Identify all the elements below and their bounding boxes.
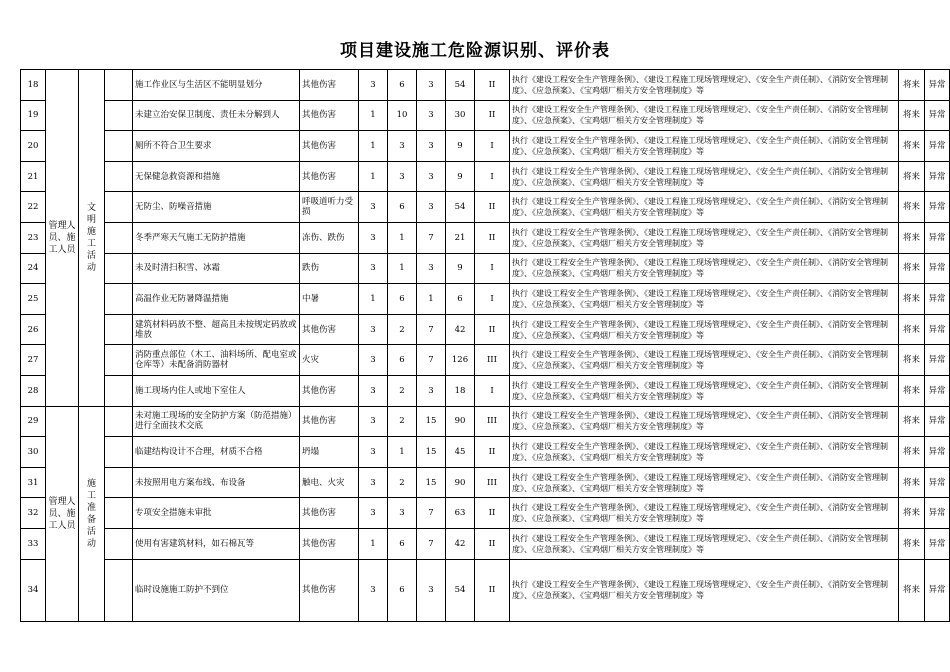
control-measure-cell: 执行《建设工程安全生产管理条例》、《建设工程施工现场管理规定》、《安全生产责任制》、《消防安全管理制度》、《应急预案》、《宝鸡烟厂相关方安全管理制度》等 [510, 284, 899, 315]
risk-level-cell: III [475, 467, 510, 498]
c-value-cell: 15 [417, 437, 446, 468]
activity-cell [79, 406, 105, 621]
control-measure-cell: 执行《建设工程安全生产管理条例》、《建设工程施工现场管理规定》、《安全生产责任制》、《消防安全管理制度》、《应急预案》、《宝鸡烟厂相关方安全管理制度》等 [510, 528, 899, 559]
state-cell: 异常 [925, 192, 950, 223]
activity-char: 准 [86, 502, 96, 513]
control-measure-cell: 执行《建设工程安全生产管理条例》、《建设工程施工现场管理规定》、《安全生产责任制》、《消防安全管理制度》、《应急预案》、《宝鸡烟厂相关方安全管理制度》等 [510, 314, 899, 345]
table-row [21, 70, 950, 101]
table-row [21, 375, 950, 406]
accident-cell: 其他伤害 [300, 498, 359, 529]
l-value-cell: 3 [359, 222, 388, 253]
l-value-cell: 3 [359, 345, 388, 376]
l-value-cell: 3 [359, 437, 388, 468]
hazard-cell: 临建结构设计不合理，材质不合格 [133, 437, 300, 468]
control-measure-cell: 执行《建设工程安全生产管理条例》、《建设工程施工现场管理规定》、《安全生产责任制》、《消防安全管理制度》、《应急预案》、《宝鸡烟厂相关方安全管理制度》等 [510, 437, 899, 468]
c-value-cell: 7 [417, 528, 446, 559]
c-value-cell: 3 [417, 253, 446, 284]
personnel-cell: 管理人员、施工人员 [46, 70, 79, 407]
control-measure-cell: 执行《建设工程安全生产管理条例》、《建设工程施工现场管理规定》、《安全生产责任制》、《消防安全管理制度》、《应急预案》、《宝鸡烟厂相关方安全管理制度》等 [510, 375, 899, 406]
c-value-cell: 3 [417, 192, 446, 223]
state-cell: 异常 [925, 161, 950, 192]
hazard-cell: 未对施工现场的安全防护方案（防范措施）进行全面技术交底 [133, 406, 300, 437]
row-number: 30 [21, 437, 46, 468]
d-value-cell: 6 [446, 284, 475, 315]
c-value-cell: 3 [417, 375, 446, 406]
hazard-cell: 使用有害建筑材料，如石棉瓦等 [133, 528, 300, 559]
control-measure-cell: 执行《建设工程安全生产管理条例》、《建设工程施工现场管理规定》、《安全生产责任制》、《消防安全管理制度》、《应急预案》、《宝鸡烟厂相关方安全管理制度》等 [510, 222, 899, 253]
accident-cell: 火灾 [300, 345, 359, 376]
state-cell: 异常 [925, 314, 950, 345]
blank-cell [105, 70, 133, 101]
control-measure-cell: 执行《建设工程安全生产管理条例》、《建设工程施工现场管理规定》、《安全生产责任制》、《消防安全管理制度》、《应急预案》、《宝鸡烟厂相关方安全管理制度》等 [510, 70, 899, 101]
hazard-cell: 消防重点部位（木工、油料场所、配电室或仓库等）未配备消防器材 [133, 345, 300, 376]
hazard-cell: 未按照用电方案布线、布设备 [133, 467, 300, 498]
c-value-cell: 15 [417, 406, 446, 437]
c-value-cell: 1 [417, 284, 446, 315]
table-row [21, 528, 950, 559]
tense-cell: 将来 [899, 345, 925, 376]
state-cell: 异常 [925, 559, 950, 621]
e-value-cell: 3 [388, 161, 417, 192]
accident-cell: 呼吸道听力受损 [300, 192, 359, 223]
state-cell: 异常 [925, 437, 950, 468]
e-value-cell: 1 [388, 253, 417, 284]
blank-cell [105, 345, 133, 376]
d-value-cell: 9 [446, 253, 475, 284]
e-value-cell: 6 [388, 284, 417, 315]
row-number: 20 [21, 131, 46, 162]
control-measure-cell: 执行《建设工程安全生产管理条例》、《建设工程施工现场管理规定》、《安全生产责任制》、《消防安全管理制度》、《应急预案》、《宝鸡烟厂相关方安全管理制度》等 [510, 100, 899, 131]
hazard-cell: 无保健急救资源和措施 [133, 161, 300, 192]
personnel-cell: 管理人员、施工人员 [46, 406, 79, 621]
state-cell: 异常 [925, 131, 950, 162]
risk-level-cell: I [475, 375, 510, 406]
blank-cell [105, 467, 133, 498]
row-number: 24 [21, 253, 46, 284]
d-value-cell: 63 [446, 498, 475, 529]
table-row [21, 161, 950, 192]
l-value-cell: 3 [359, 70, 388, 101]
activity-char: 施 [86, 478, 96, 489]
row-number: 27 [21, 345, 46, 376]
risk-level-cell: I [475, 284, 510, 315]
blank-cell [105, 131, 133, 162]
accident-cell: 其他伤害 [300, 161, 359, 192]
hazard-cell: 未及时清扫积雪、冰霜 [133, 253, 300, 284]
e-value-cell: 6 [388, 345, 417, 376]
row-number: 32 [21, 498, 46, 529]
activity-char: 文 [86, 202, 96, 213]
risk-level-cell: II [475, 222, 510, 253]
d-value-cell: 30 [446, 100, 475, 131]
hazard-cell: 无防尘、防噪音措施 [133, 192, 300, 223]
hazard-table [20, 69, 950, 622]
table-row [21, 131, 950, 162]
l-value-cell: 1 [359, 284, 388, 315]
row-number: 26 [21, 314, 46, 345]
tense-cell: 将来 [899, 559, 925, 621]
blank-cell [105, 253, 133, 284]
blank-cell [105, 100, 133, 131]
e-value-cell: 2 [388, 375, 417, 406]
l-value-cell: 3 [359, 498, 388, 529]
blank-cell [105, 192, 133, 223]
l-value-cell: 3 [359, 314, 388, 345]
d-value-cell: 21 [446, 222, 475, 253]
e-value-cell: 6 [388, 528, 417, 559]
hazard-cell: 建筑材料码放不整、超高且未按规定码放或堆放 [133, 314, 300, 345]
accident-cell: 其他伤害 [300, 375, 359, 406]
accident-cell: 其他伤害 [300, 131, 359, 162]
c-value-cell: 3 [417, 559, 446, 621]
risk-level-cell: II [475, 437, 510, 468]
table-row [21, 284, 950, 315]
control-measure-cell: 执行《建设工程安全生产管理条例》、《建设工程施工现场管理规定》、《安全生产责任制》、《消防安全管理制度》、《应急预案》、《宝鸡烟厂相关方安全管理制度》等 [510, 467, 899, 498]
accident-cell: 其他伤害 [300, 314, 359, 345]
d-value-cell: 9 [446, 161, 475, 192]
risk-level-cell: II [475, 314, 510, 345]
table-row [21, 406, 950, 437]
l-value-cell: 3 [359, 375, 388, 406]
state-cell: 异常 [925, 375, 950, 406]
tense-cell: 将来 [899, 70, 925, 101]
e-value-cell: 6 [388, 559, 417, 621]
accident-cell: 触电、火灾 [300, 467, 359, 498]
tense-cell: 将来 [899, 253, 925, 284]
risk-level-cell: II [475, 528, 510, 559]
activity-char: 动 [86, 538, 96, 549]
state-cell: 异常 [925, 528, 950, 559]
tense-cell: 将来 [899, 284, 925, 315]
table-row [21, 437, 950, 468]
tense-cell: 将来 [899, 375, 925, 406]
risk-level-cell: II [475, 559, 510, 621]
hazard-cell: 临时设施施工防护不到位 [133, 559, 300, 621]
row-number: 25 [21, 284, 46, 315]
blank-cell [105, 375, 133, 406]
state-cell: 异常 [925, 345, 950, 376]
state-cell: 异常 [925, 253, 950, 284]
c-value-cell: 7 [417, 345, 446, 376]
row-number: 22 [21, 192, 46, 223]
page-title: 项目建设施工危险源识别、评价表 [340, 41, 610, 61]
e-value-cell: 3 [388, 498, 417, 529]
accident-cell: 坍塌 [300, 437, 359, 468]
hazard-cell: 未建立治安保卫制度、责任未分解到人 [133, 100, 300, 131]
e-value-cell: 3 [388, 131, 417, 162]
l-value-cell: 1 [359, 161, 388, 192]
hazard-cell: 专项安全措施未审批 [133, 498, 300, 529]
risk-level-cell: I [475, 253, 510, 284]
accident-cell: 其他伤害 [300, 100, 359, 131]
c-value-cell: 3 [417, 161, 446, 192]
blank-cell [105, 314, 133, 345]
accident-cell: 其他伤害 [300, 406, 359, 437]
tense-cell: 将来 [899, 314, 925, 345]
state-cell: 异常 [925, 70, 950, 101]
risk-level-cell: II [475, 192, 510, 223]
accident-cell: 其他伤害 [300, 70, 359, 101]
tense-cell: 将来 [899, 131, 925, 162]
blank-cell [105, 559, 133, 621]
row-number: 23 [21, 222, 46, 253]
l-value-cell: 3 [359, 467, 388, 498]
e-value-cell: 2 [388, 406, 417, 437]
control-measure-cell: 执行《建设工程安全生产管理条例》、《建设工程施工现场管理规定》、《安全生产责任制》、《消防安全管理制度》、《应急预案》、《宝鸡烟厂相关方安全管理制度》等 [510, 406, 899, 437]
activity-char: 工 [86, 238, 96, 249]
l-value-cell: 3 [359, 253, 388, 284]
tense-cell: 将来 [899, 467, 925, 498]
activity-char: 工 [86, 490, 96, 501]
risk-level-cell: III [475, 406, 510, 437]
state-cell: 异常 [925, 284, 950, 315]
table-row [21, 559, 950, 621]
row-number: 18 [21, 70, 46, 101]
blank-cell [105, 498, 133, 529]
blank-cell [105, 528, 133, 559]
l-value-cell: 1 [359, 100, 388, 131]
table-row [21, 467, 950, 498]
l-value-cell: 1 [359, 528, 388, 559]
d-value-cell: 54 [446, 192, 475, 223]
blank-cell [105, 284, 133, 315]
row-number: 21 [21, 161, 46, 192]
d-value-cell: 90 [446, 467, 475, 498]
blank-cell [105, 161, 133, 192]
d-value-cell: 90 [446, 406, 475, 437]
hazard-cell: 施工作业区与生活区不能明显划分 [133, 70, 300, 101]
e-value-cell: 2 [388, 467, 417, 498]
blank-cell [105, 406, 133, 437]
accident-cell: 其他伤害 [300, 528, 359, 559]
risk-level-cell: III [475, 345, 510, 376]
blank-cell [105, 222, 133, 253]
c-value-cell: 3 [417, 100, 446, 131]
control-measure-cell: 执行《建设工程安全生产管理条例》、《建设工程施工现场管理规定》、《安全生产责任制》、《消防安全管理制度》、《应急预案》、《宝鸡烟厂相关方安全管理制度》等 [510, 161, 899, 192]
row-number: 29 [21, 406, 46, 437]
l-value-cell: 1 [359, 131, 388, 162]
c-value-cell: 15 [417, 467, 446, 498]
row-number: 28 [21, 375, 46, 406]
activity-char: 备 [86, 514, 96, 525]
hazard-cell: 施工现场内住人或地下室住人 [133, 375, 300, 406]
activity-char: 施 [86, 226, 96, 237]
hazard-cell: 冬季严寒天气施工无防护措施 [133, 222, 300, 253]
risk-level-cell: I [475, 161, 510, 192]
risk-level-cell: II [475, 70, 510, 101]
d-value-cell: 42 [446, 314, 475, 345]
state-cell: 异常 [925, 406, 950, 437]
table-body [21, 70, 950, 622]
control-measure-cell: 执行《建设工程安全生产管理条例》、《建设工程施工现场管理规定》、《安全生产责任制》、《消防安全管理制度》、《应急预案》、《宝鸡烟厂相关方安全管理制度》等 [510, 192, 899, 223]
d-value-cell: 54 [446, 559, 475, 621]
table-row [21, 498, 950, 529]
blank-cell [105, 437, 133, 468]
tense-cell: 将来 [899, 100, 925, 131]
c-value-cell: 7 [417, 498, 446, 529]
d-value-cell: 126 [446, 345, 475, 376]
c-value-cell: 3 [417, 70, 446, 101]
row-number: 19 [21, 100, 46, 131]
row-number: 31 [21, 467, 46, 498]
state-cell: 异常 [925, 498, 950, 529]
tense-cell: 将来 [899, 222, 925, 253]
hazard-cell: 厕所不符合卫生要求 [133, 131, 300, 162]
risk-level-cell: II [475, 100, 510, 131]
tense-cell: 将来 [899, 192, 925, 223]
table-row [21, 314, 950, 345]
l-value-cell: 3 [359, 406, 388, 437]
accident-cell: 跌伤 [300, 253, 359, 284]
c-value-cell: 7 [417, 222, 446, 253]
table-row [21, 100, 950, 131]
c-value-cell: 3 [417, 131, 446, 162]
table-row [21, 192, 950, 223]
l-value-cell: 3 [359, 192, 388, 223]
control-measure-cell: 执行《建设工程安全生产管理条例》、《建设工程施工现场管理规定》、《安全生产责任制》、《消防安全管理制度》、《应急预案》、《宝鸡烟厂相关方安全管理制度》等 [510, 253, 899, 284]
control-measure-cell: 执行《建设工程安全生产管理条例》、《建设工程施工现场管理规定》、《安全生产责任制》、《消防安全管理制度》、《应急预案》、《宝鸡烟厂相关方安全管理制度》等 [510, 345, 899, 376]
e-value-cell: 6 [388, 192, 417, 223]
tense-cell: 将来 [899, 498, 925, 529]
hazard-cell: 高温作业无防暑降温措施 [133, 284, 300, 315]
accident-cell: 冻伤、跌伤 [300, 222, 359, 253]
tense-cell: 将来 [899, 406, 925, 437]
c-value-cell: 7 [417, 314, 446, 345]
d-value-cell: 54 [446, 70, 475, 101]
state-cell: 异常 [925, 100, 950, 131]
e-value-cell: 6 [388, 70, 417, 101]
activity-char: 动 [86, 262, 96, 273]
control-measure-cell: 执行《建设工程安全生产管理条例》、《建设工程施工现场管理规定》、《安全生产责任制》、《消防安全管理制度》、《应急预案》、《宝鸡烟厂相关方安全管理制度》等 [510, 131, 899, 162]
e-value-cell: 10 [388, 100, 417, 131]
table-row [21, 253, 950, 284]
accident-cell: 中暑 [300, 284, 359, 315]
control-measure-cell: 执行《建设工程安全生产管理条例》、《建设工程施工现场管理规定》、《安全生产责任制》、《消防安全管理制度》、《应急预案》、《宝鸡烟厂相关方安全管理制度》等 [510, 498, 899, 529]
risk-level-cell: I [475, 131, 510, 162]
tense-cell: 将来 [899, 161, 925, 192]
row-number: 34 [21, 559, 46, 621]
d-value-cell: 45 [446, 437, 475, 468]
state-cell: 异常 [925, 222, 950, 253]
control-measure-cell: 执行《建设工程安全生产管理条例》、《建设工程施工现场管理规定》、《安全生产责任制》、《消防安全管理制度》、《应急预案》、《宝鸡烟厂相关方安全管理制度》等 [510, 559, 899, 621]
activity-cell [79, 70, 105, 407]
table-row [21, 222, 950, 253]
l-value-cell: 3 [359, 559, 388, 621]
tense-cell: 将来 [899, 528, 925, 559]
d-value-cell: 42 [446, 528, 475, 559]
activity-char: 活 [86, 250, 96, 261]
row-number: 33 [21, 528, 46, 559]
table-row [21, 345, 950, 376]
e-value-cell: 1 [388, 437, 417, 468]
activity-char: 明 [86, 214, 96, 225]
activity-char: 活 [86, 526, 96, 537]
e-value-cell: 2 [388, 314, 417, 345]
d-value-cell: 18 [446, 375, 475, 406]
e-value-cell: 1 [388, 222, 417, 253]
risk-level-cell: II [475, 498, 510, 529]
tense-cell: 将来 [899, 437, 925, 468]
accident-cell: 其他伤害 [300, 559, 359, 621]
d-value-cell: 9 [446, 131, 475, 162]
state-cell: 异常 [925, 467, 950, 498]
